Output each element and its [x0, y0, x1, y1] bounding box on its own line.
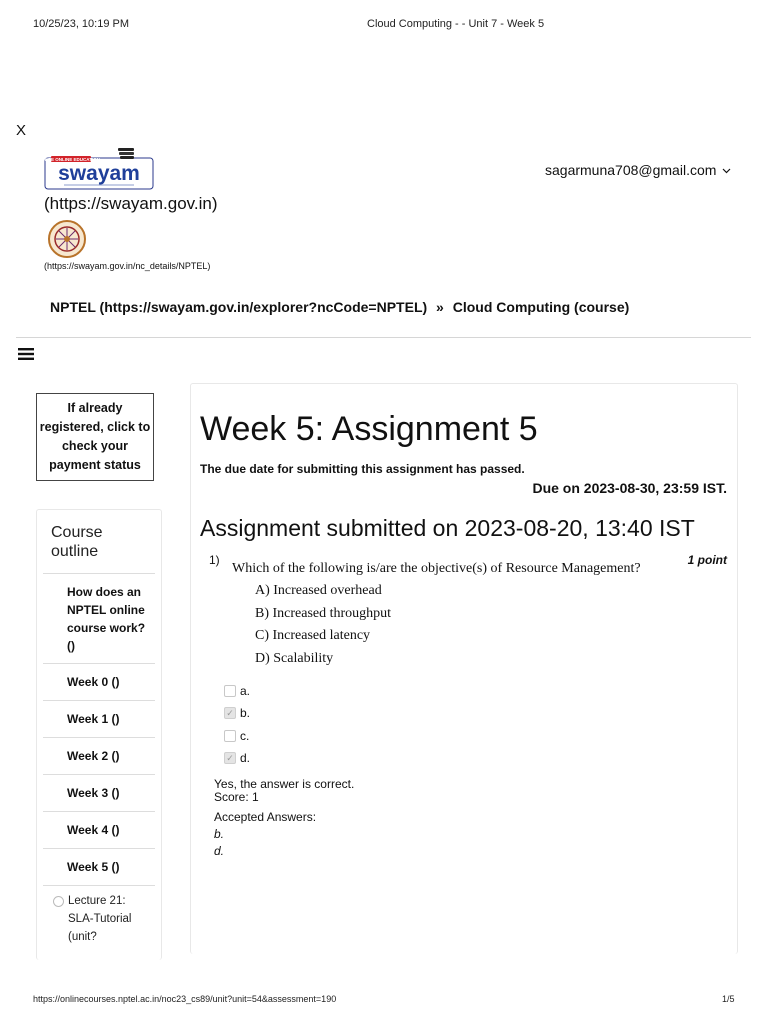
checkbox-checked-icon: ✓ — [224, 752, 236, 764]
print-datetime: 10/25/23, 10:19 PM — [33, 18, 130, 30]
sidebar-item-how-it-works[interactable]: How does an NPTEL online course work? () — [43, 574, 155, 664]
question-option-a: A) Increased overhead — [255, 583, 382, 598]
checkbox-icon — [224, 685, 236, 697]
accepted-answers-label: Accepted Answers: — [214, 810, 317, 824]
due-passed-notice: The due date for submitting this assignment has passed. — [200, 462, 525, 476]
question-number: 1) — [209, 553, 220, 567]
breadcrumb-separator: » — [436, 299, 444, 315]
user-menu[interactable] — [545, 162, 731, 178]
nptel-emblem-icon — [47, 219, 87, 259]
checkbox-icon — [224, 730, 236, 742]
due-date: Due on 2023-08-30, 23:59 IST. — [532, 480, 727, 496]
sidebar-lecture-label: Lecture 21: SLA-Tutorial (unit? — [68, 895, 132, 943]
payment-status-label: If already registered, click to check your payment status — [39, 401, 151, 472]
swayam-logo-tag: FREE ONLINE EDUCATION — [44, 157, 100, 162]
question-points: 1 point — [687, 553, 727, 567]
sidebar-lecture-item[interactable] — [43, 886, 155, 946]
checkbox-checked-icon: ✓ — [224, 707, 236, 719]
accepted-answer: b. — [214, 827, 225, 841]
close-button[interactable]: X — [16, 122, 27, 139]
question-option-c: C) Increased latency — [255, 628, 371, 643]
hamburger-icon[interactable] — [18, 344, 34, 367]
choice-c[interactable] — [224, 729, 249, 743]
page-title: Week 5: Assignment 5 — [200, 410, 538, 448]
sidebar-item-week-5[interactable]: Week 5 () — [43, 849, 155, 886]
sidebar-item-week-2[interactable]: Week 2 () — [43, 738, 155, 775]
submission-status: Assignment submitted on 2023-08-20, 13:40 IST — [200, 515, 695, 541]
sidebar-item-week-1[interactable]: Week 1 () — [43, 701, 155, 738]
course-outline-title: Course outline — [43, 510, 155, 574]
divider — [16, 337, 751, 338]
choice-label: d. — [240, 751, 251, 765]
answer-feedback — [214, 778, 354, 804]
print-page-number: 1/5 — [722, 994, 735, 1004]
lecture-status-icon — [53, 896, 64, 907]
swayam-link[interactable]: (https://swayam.gov.in) — [44, 194, 218, 213]
accepted-answer: d. — [214, 844, 225, 858]
print-page-title: Cloud Computing - - Unit 7 - Week 5 — [367, 18, 545, 30]
nptel-link[interactable]: (https://swayam.gov.in/nc_details/NPTEL) — [44, 261, 211, 271]
chevron-down-icon — [722, 168, 731, 174]
payment-status-button[interactable] — [36, 393, 154, 481]
swayam-logo-image — [44, 148, 156, 192]
choice-b[interactable] — [224, 706, 250, 720]
choice-label: b. — [240, 706, 251, 720]
sidebar-item-week-3[interactable]: Week 3 () — [43, 775, 155, 812]
sidebar-item-week-0[interactable]: Week 0 () — [43, 664, 155, 701]
swayam-logo-text: swayam — [58, 162, 140, 185]
sidebar-item-week-4[interactable]: Week 4 () — [43, 812, 155, 849]
swayam-logo[interactable] — [44, 148, 156, 192]
question-option-b: B) Increased throughput — [255, 606, 392, 621]
choice-a[interactable] — [224, 684, 250, 698]
choice-d[interactable] — [224, 751, 250, 765]
score-text: Score: 1 — [214, 790, 259, 804]
user-email: sagarmuna708@gmail.com — [545, 162, 717, 178]
print-footer-url: https://onlinecourses.nptel.ac.in/noc23_cs89/unit?unit=54&assessment=190 — [33, 994, 337, 1004]
choice-label: c. — [240, 729, 250, 743]
choice-label: a. — [240, 684, 251, 698]
question-text: Which of the following is/are the objective(s) of Resource Management? — [232, 561, 641, 576]
course-outline — [36, 509, 162, 960]
accepted-answers — [214, 809, 316, 860]
breadcrumb-course[interactable]: Cloud Computing (course) — [452, 299, 630, 315]
breadcrumb-nptel[interactable]: NPTEL (https://swayam.gov.in/explorer?ncCode=NPTEL) — [50, 299, 428, 315]
feedback-text: Yes, the answer is correct. — [214, 777, 355, 791]
breadcrumb — [50, 299, 629, 315]
nptel-logo[interactable] — [47, 219, 87, 259]
question-option-d: D) Scalability — [255, 651, 334, 666]
